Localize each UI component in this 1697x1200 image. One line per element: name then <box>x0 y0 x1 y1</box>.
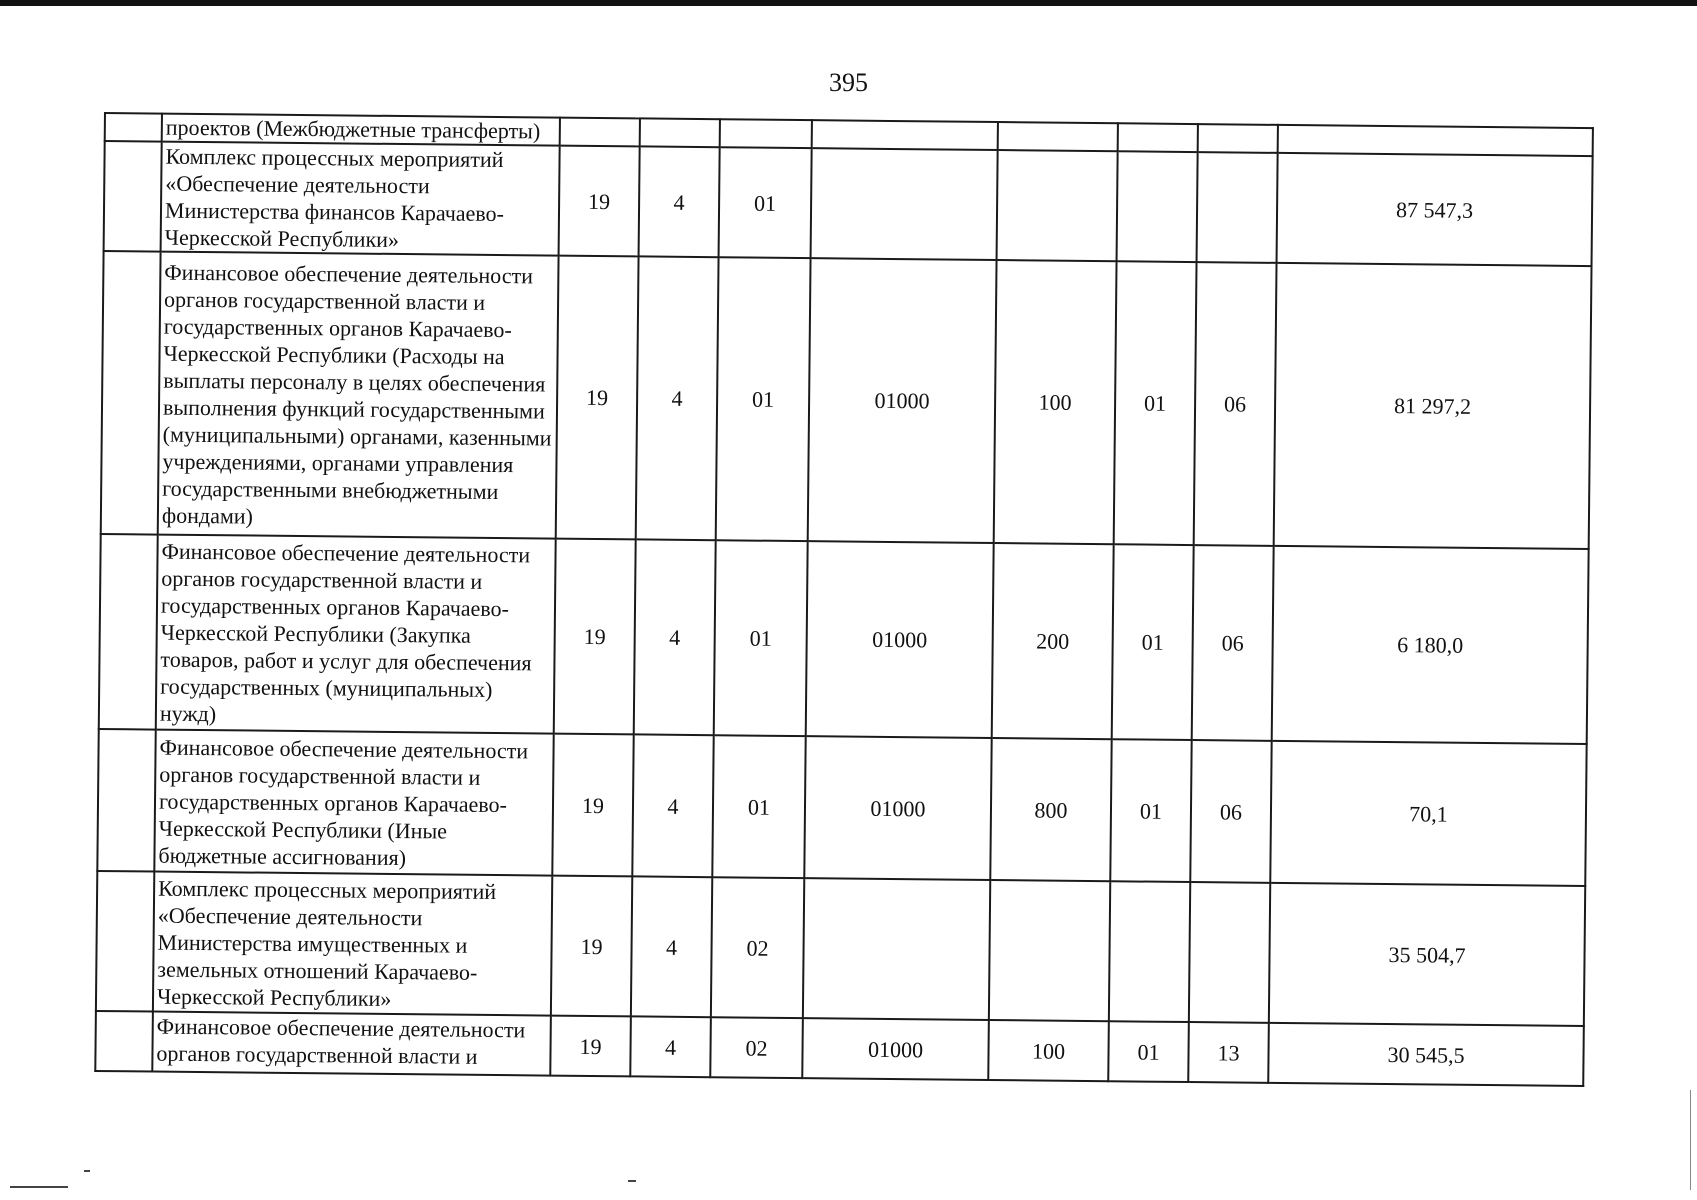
budget-table <box>94 112 1594 1087</box>
table-row <box>96 871 1585 1026</box>
table-row <box>97 729 1586 886</box>
code-cell-7 <box>1189 882 1270 1023</box>
code-cell-6: 01 <box>1108 1021 1189 1082</box>
code-cell-4 <box>803 878 990 1020</box>
code-cell-4: 01000 <box>802 1018 989 1080</box>
code-cell-2: 4 <box>632 734 713 877</box>
amount-cell <box>1278 125 1593 156</box>
code-cell-2: 4 <box>639 146 720 257</box>
code-cell-5: 100 <box>994 260 1117 544</box>
code-cell-5: 800 <box>990 738 1111 881</box>
code-cell-3: 01 <box>712 735 805 878</box>
code-cell-1: 19 <box>552 734 633 877</box>
code-cell-3 <box>720 119 812 148</box>
code-cell-5 <box>989 880 1110 1021</box>
row-marker-cell <box>104 141 162 252</box>
code-cell-1: 19 <box>556 256 639 540</box>
budget-table-container <box>94 112 1592 1087</box>
code-cell-5: 200 <box>992 543 1114 739</box>
code-cell-6: 01 <box>1114 261 1197 545</box>
code-cell-3: 01 <box>719 147 812 258</box>
row-marker-cell <box>99 534 158 730</box>
code-cell-3: 01 <box>714 540 808 736</box>
table-row <box>104 141 1593 266</box>
row-marker-cell <box>105 113 162 142</box>
code-cell-6: 01 <box>1112 544 1194 740</box>
code-cell-5 <box>998 122 1118 151</box>
item-name: Финансовое обеспечение деятельности органов государственной власти и государственных органов Карачаево-Черкесской Республики (Закупка товаров, работ и услуг для обеспечения государственных (муниципальных) нужд) <box>156 535 556 734</box>
item-name: Финансовое обеспечение деятельности органов государственной власти и <box>152 1012 551 1076</box>
code-cell-6 <box>1118 123 1198 152</box>
code-cell-4: 01000 <box>806 541 994 738</box>
code-cell-5: 100 <box>988 1020 1109 1081</box>
code-cell-4: 01000 <box>804 736 991 880</box>
row-marker-cell <box>95 1011 153 1072</box>
row-marker-cell <box>101 251 161 535</box>
item-name: Комплекс процессных мероприятий «Обеспечение деятельности Министерства финансов Карачаево-Черкесской Республики» <box>161 142 560 256</box>
code-cell-1: 19 <box>550 1016 631 1077</box>
item-name: Финансовое обеспечение деятельности органов государственной власти и государственных органов Карачаево-Черкесской Республики (Иные бюджетные ассигнования) <box>154 730 553 876</box>
code-cell-2: 4 <box>630 1016 711 1077</box>
code-cell-3: 01 <box>716 257 811 541</box>
amount-cell: 6 180,0 <box>1272 546 1589 744</box>
table-row <box>99 534 1589 744</box>
code-cell-2 <box>640 118 720 147</box>
amount-cell: 70,1 <box>1270 741 1586 886</box>
code-cell-3: 02 <box>711 877 804 1018</box>
amount-cell: 87 547,3 <box>1277 153 1593 266</box>
code-cell-6 <box>1109 881 1190 1022</box>
scan-artifact-edge <box>1690 1090 1691 1190</box>
scan-artifact-line <box>10 1186 68 1188</box>
code-cell-4 <box>811 148 998 260</box>
item-name: Финансовое обеспечение деятельности органов государственной власти и государственных органов Карачаево-Черкесской Республики (Расходы на выплаты персоналу в целях обеспечения выполнения функций государственными (муниципальными) органами, казенными учреждениями, органами управления государственными внебюджетными фондами) <box>158 252 559 539</box>
code-cell-6: 01 <box>1110 739 1191 882</box>
code-cell-1 <box>560 118 640 147</box>
amount-cell: 81 297,2 <box>1274 263 1592 549</box>
scan-top-border <box>0 0 1697 6</box>
code-cell-4 <box>812 120 998 150</box>
code-cell-1: 19 <box>554 539 636 735</box>
item-name: Комплекс процессных мероприятий «Обеспечение деятельности Министерства имущественных и земельных отношений Карачаево-Черкесской Республики» <box>153 872 552 1016</box>
code-cell-1: 19 <box>559 146 640 257</box>
item-name: проектов (Межбюджетные трансферты) <box>162 114 560 146</box>
amount-cell: 30 545,5 <box>1268 1023 1584 1086</box>
code-cell-7: 06 <box>1190 740 1271 883</box>
code-cell-7: 06 <box>1192 545 1274 741</box>
code-cell-2: 4 <box>634 539 716 735</box>
scan-artifact-dash <box>84 1170 90 1172</box>
code-cell-1: 19 <box>551 876 632 1017</box>
page-number: 395 <box>829 68 868 97</box>
code-cell-7: 13 <box>1188 1022 1269 1083</box>
table-row <box>101 251 1592 549</box>
code-cell-4: 01000 <box>808 258 997 543</box>
row-marker-cell <box>96 871 154 1012</box>
row-marker-cell <box>97 729 155 872</box>
code-cell-7 <box>1197 152 1278 263</box>
code-cell-7 <box>1198 124 1278 153</box>
scan-artifact-dash <box>628 1180 636 1182</box>
code-cell-2: 4 <box>631 876 712 1017</box>
code-cell-6 <box>1117 151 1198 262</box>
code-cell-3: 02 <box>710 1017 803 1078</box>
code-cell-2: 4 <box>636 256 719 540</box>
amount-cell: 35 504,7 <box>1269 883 1585 1026</box>
code-cell-5 <box>997 150 1118 261</box>
code-cell-7: 06 <box>1194 262 1277 546</box>
